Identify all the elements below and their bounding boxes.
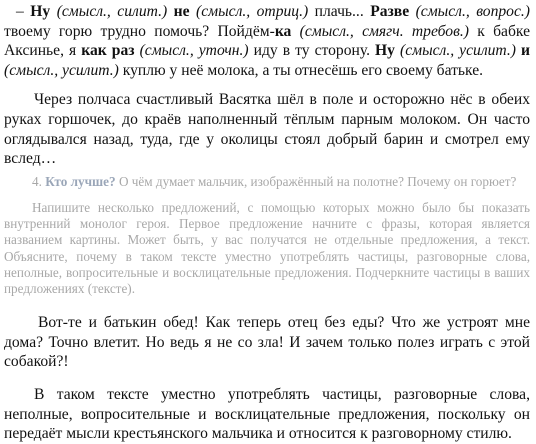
particle-note: (смысл., отриц.) <box>189 3 315 20</box>
particle-note: (смысл., вопрос.) <box>409 3 530 20</box>
dialogue-paragraph <box>4 2 530 80</box>
particle: как раз <box>81 42 135 60</box>
particle: Ну <box>375 42 395 60</box>
particle-note: (смысл., усилит.) <box>394 42 521 60</box>
particle: ка <box>274 22 292 40</box>
task-instructions: Напишите несколько предложений, с помощью которых можно было бы показать внутренний монолог героя. Первое предложение начните с фразы, которая является названием картины. Может быть, у вас получатся не отдельные предложения, а текст. Объясните, почему в таком тексте уместно употреблять частицы, разговорные слова, неполные, вопросительные и восклицательные предложения. Подчеркните частицы в ваших предложениях (тексте). <box>4 199 530 296</box>
question-4 <box>4 174 530 190</box>
question-title: Кто лучше? <box>45 173 116 189</box>
particle-note: (смысл., усилит.) <box>4 61 123 79</box>
particle-note: (смысл., уточн.) <box>134 42 254 60</box>
question-number: 4. <box>32 173 46 189</box>
particle-note: (смысл., смягч. требов.) <box>291 22 478 40</box>
particle: Ну <box>30 3 51 20</box>
answer-monologue: Вот-те и батькин обед! Как теперь отец без еды? Что же устроят мне дома? Точно влетит. Но ведь я не со зла! И зачем только полез играть с этой собакой?! <box>4 314 530 371</box>
particle: не <box>173 3 190 20</box>
particle-note: (смысл., силит.) <box>50 3 174 20</box>
answer-explanation: В таком тексте уместно употреблять частицы, разговорные слова, неполные, вопросительные и восклицательные предложения, поскольку он передаёт мысли крестьянского мальчика и относится к разговорному стилю. <box>4 385 530 443</box>
text-run: куплю у неё молока, а ты отнесёшь его своему батьке. <box>122 61 484 79</box>
particle: и <box>521 42 530 60</box>
particle: Разве <box>370 3 410 20</box>
question-text: О чём думает мальчик, изображённый на полотне? Почему он горюет? <box>115 173 517 189</box>
text-run: плачь... <box>314 3 371 20</box>
text-run: твоему горю трудно помочь? Пойдём- <box>4 22 275 40</box>
story-paragraph: Через полчаса счастливый Васятка шёл в поле и осторожно нёс в обеих руках горшочек, до краёв наполненный тёплым парным молоком. Он часто оглядывался назад, туда, где у околицы стоял добрый барин и смотрел ему вслед… <box>4 91 530 168</box>
dash: – <box>16 3 31 20</box>
text-run: к бабке Аксинье, я <box>4 22 531 60</box>
text-run: иду в ту сторону. <box>253 42 376 60</box>
